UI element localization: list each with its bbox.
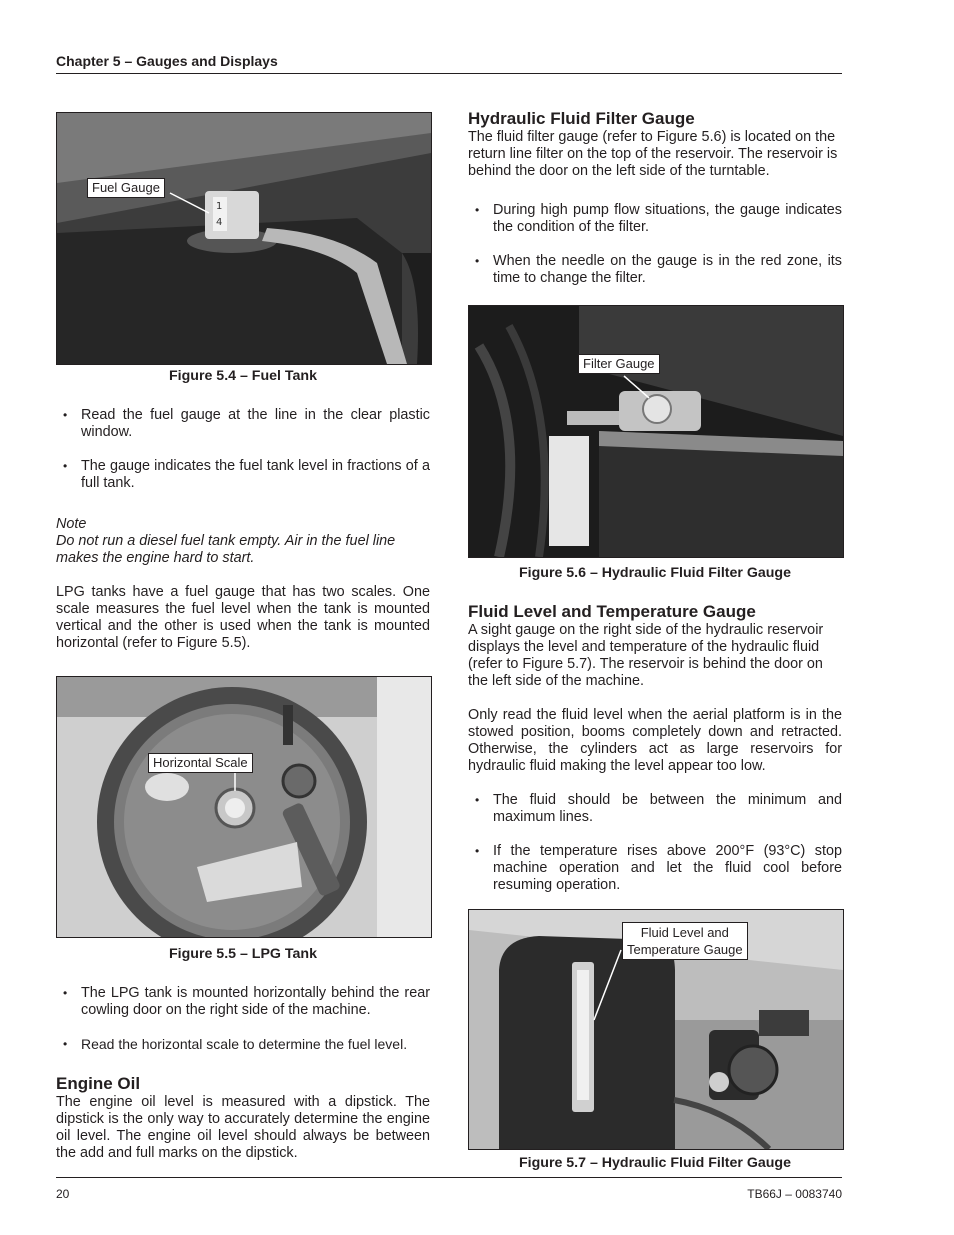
fluid-level-paragraph-2: Only read the fluid level when the aerial platform is in the stowed position, booms completely down and retracted. Otherwise, the cylinders act as large reservoirs for hydraulic fluid making the level appear too low. — [468, 707, 842, 774]
chapter-header: Chapter 5 – Gauges and Displays — [56, 53, 278, 69]
engine-oil-heading: Engine Oil — [56, 1074, 141, 1093]
list-item: • When the needle on the gauge is in the red zone, its time to change the filter. — [475, 253, 842, 286]
figure-5-5-caption: Figure 5.5 – LPG Tank — [169, 946, 317, 962]
fluid-level-bullets — [468, 792, 842, 894]
fuel-gauge-callout: Fuel Gauge — [87, 178, 165, 198]
filter-gauge-bullets — [468, 202, 842, 287]
fuel-tank-photo — [56, 112, 432, 365]
fluid-level-photo — [468, 909, 844, 1150]
fluid-level-paragraph-1: A sight gauge on the right side of the hydraulic reservoir displays the level and temperature of the hydraulic fluid (refer to Figure 5.7). The reservoir is behind the door on the left side of the machine. — [468, 622, 824, 689]
note-label: Note — [56, 516, 87, 532]
callout-line: Fluid Level and — [640, 925, 729, 940]
footer-rule — [56, 1177, 842, 1178]
lpg-bullets — [56, 985, 430, 1053]
note-text: Do not run a diesel fuel tank empty. Air in the fuel line makes the engine hard to start. — [56, 533, 396, 566]
list-item: • During high pump flow situations, the gauge indicates the condition of the filter. — [475, 202, 842, 235]
svg-text:1: 1 — [216, 201, 223, 212]
note-block — [56, 516, 430, 567]
list-item: • If the temperature rises above 200°F (93°C) stop machine operation and let the fluid cool before resuming operation. — [475, 843, 842, 893]
list-item: • The fluid should be between the minimum and maximum lines. — [475, 792, 842, 825]
horizontal-scale-callout: Horizontal Scale — [148, 753, 253, 773]
list-item: • Read the fuel gauge at the line in the clear plastic window. — [63, 407, 430, 440]
list-item: • The LPG tank is mounted horizontally behind the rear cowling door on the right side of the machine. — [63, 985, 430, 1018]
filter-gauge-paragraph: The fluid filter gauge (refer to Figure 5.6) is located on the return line filter on the top of the reservoir. The reservoir is behind the door on the left side of the turntable. — [468, 129, 838, 179]
engine-oil-paragraph: The engine oil level is measured with a dipstick. The dipstick is the only way to accurately determine the engine oil level. The engine oil level should always be between the add and full marks on the dipstick. — [56, 1094, 430, 1161]
page-number: 20 — [56, 1187, 70, 1201]
header-rule — [56, 73, 842, 74]
figure-5-4-caption: Figure 5.4 – Fuel Tank — [169, 368, 317, 384]
filter-gauge-photo — [468, 305, 844, 558]
lpg-tank-photo — [56, 676, 432, 938]
fluid-level-callout — [622, 922, 748, 960]
filter-gauge-heading: Hydraulic Fluid Filter Gauge — [468, 109, 695, 128]
list-item: • The gauge indicates the fuel tank level in fractions of a full tank. — [63, 458, 430, 491]
svg-text:4: 4 — [216, 217, 223, 228]
list-item: • Read the horizontal scale to determine the fuel level. — [63, 1036, 408, 1052]
figure-5-7-caption: Figure 5.7 – Hydraulic Fluid Filter Gauge — [519, 1155, 791, 1171]
fluid-level-heading: Fluid Level and Temperature Gauge — [468, 602, 756, 621]
document-id: TB66J – 0083740 — [747, 1187, 842, 1201]
figure-5-6-caption: Figure 5.6 – Hydraulic Fluid Filter Gauge — [519, 565, 791, 581]
filter-gauge-callout: Filter Gauge — [578, 354, 660, 374]
callout-line: Temperature Gauge — [627, 942, 743, 957]
lpg-paragraph: LPG tanks have a fuel gauge that has two scales. One scale measures the fuel level when the tank is mounted vertical and the other is used when the tank is mounted horizontal (refer to Figure 5.5). — [56, 584, 430, 651]
fuel-gauge-bullets — [56, 407, 430, 492]
